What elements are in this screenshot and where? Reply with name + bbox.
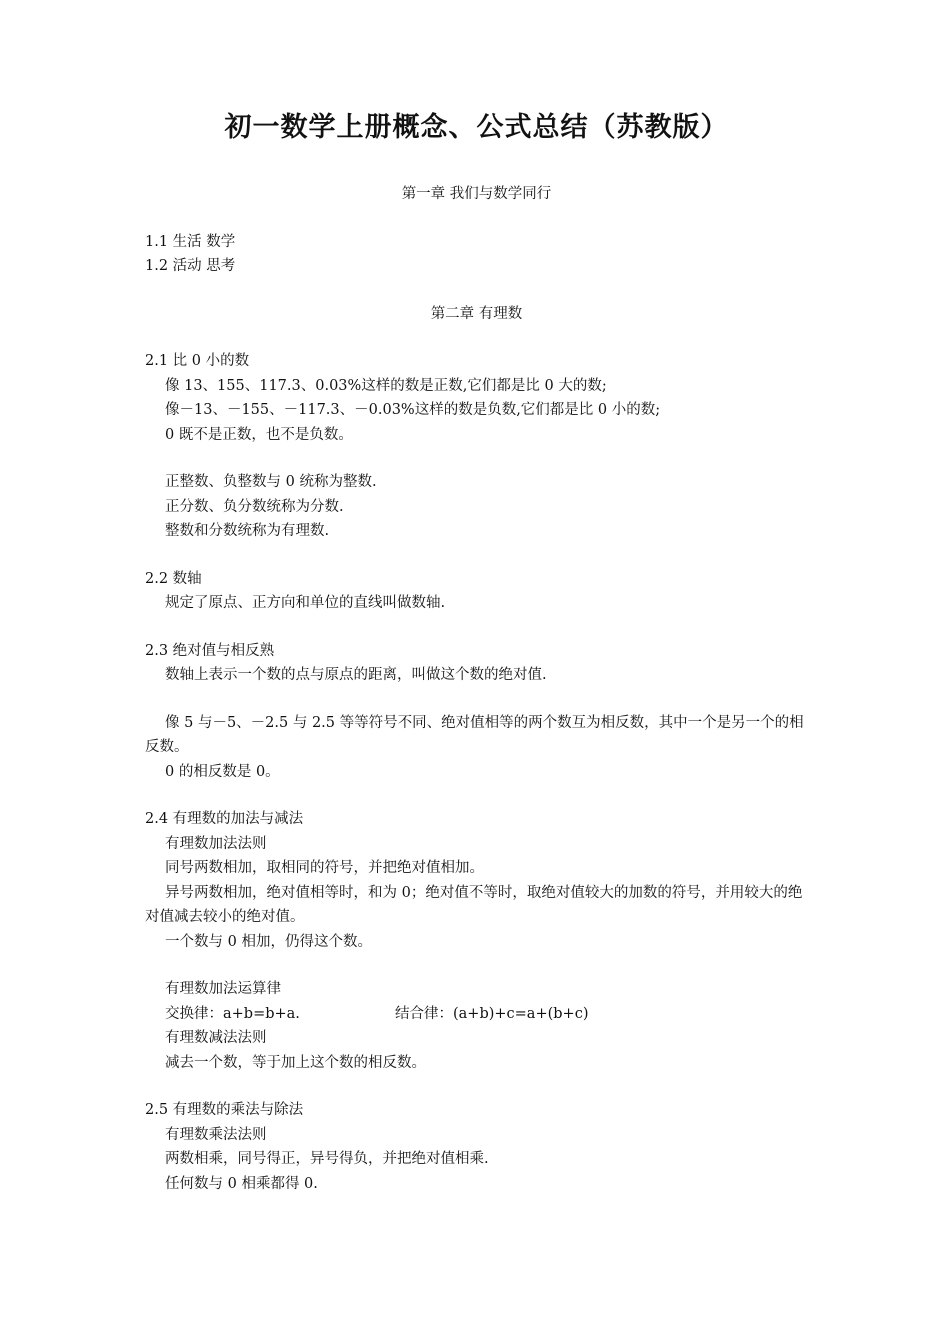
paragraph-line: 正分数、负分数统称为分数. bbox=[165, 498, 344, 515]
paragraph-line: 有理数加法法则 bbox=[165, 835, 267, 852]
paragraph-line: 整数和分数统称为有理数. bbox=[165, 523, 330, 539]
section-2-1-heading: 2.1 比 0 小的数 bbox=[145, 353, 250, 369]
paragraph-line: 两数相乘，同号得正，异号得负，并把绝对值相乘. bbox=[165, 1151, 489, 1167]
spacer bbox=[145, 784, 808, 807]
spacer bbox=[145, 326, 808, 349]
paragraph-line: 规定了原点、正方向和单位的直线叫做数轴. bbox=[165, 595, 446, 611]
paragraph-line: 有理数加法运算律 bbox=[165, 981, 281, 997]
section-2-5-heading: 2.5 有理数的乘法与除法 bbox=[145, 1102, 304, 1118]
spacer bbox=[145, 688, 808, 711]
chapter-1-heading: 第一章 我们与数学同行 bbox=[401, 186, 552, 202]
paragraph-line: 有理数减法法则 bbox=[165, 1030, 267, 1046]
spacer bbox=[145, 544, 808, 567]
section-1-2-heading: 1.2 活动 思考 bbox=[145, 258, 236, 274]
paragraph-line: 0 的相反数是 0。 bbox=[165, 763, 280, 780]
paragraph-line: 同号两数相加，取相同的符号，并把绝对值相加。 bbox=[165, 860, 484, 876]
associative-law: 结合律：(a+b)+c=a+(b+c) bbox=[395, 1005, 589, 1022]
paragraph-line: 数轴上表示一个数的点与原点的距离，叫做这个数的绝对值. bbox=[165, 667, 547, 683]
section-2-2-heading: 2.2 数轴 bbox=[145, 570, 202, 587]
paragraph-line: 0 既不是正数，也不是负数。 bbox=[165, 426, 353, 443]
section-2-3-heading: 2.3 绝对值与相反熟 bbox=[145, 642, 275, 659]
spacer bbox=[145, 447, 808, 470]
paragraph-line: 正整数、负整数与 0 统称为整数. bbox=[165, 474, 377, 490]
paragraph-line: 减去一个数，等于加上这个数的相反数。 bbox=[165, 1054, 426, 1071]
section-1-1-heading: 1.1 生活 数学 bbox=[145, 233, 236, 250]
paragraph-wrapped: 像 5 与－5、－2.5 与 2.5 等等符号不同、绝对值相等的两个数互为相反数，其中一个是另一个的相反数。 bbox=[145, 714, 804, 755]
paragraph-wrapped: 异号两数相加，绝对值相等时，和为 0；绝对值不等时，取绝对值较大的加数的符号，并用较大的绝对值减去较小的绝对值。 bbox=[145, 884, 803, 925]
paragraph-line: 任何数与 0 相乘都得 0. bbox=[165, 1175, 318, 1192]
commutative-law: 交换律：a+b=b+a. bbox=[165, 1005, 300, 1022]
document-title: 初一数学上册概念、公式总结（苏教版） bbox=[224, 112, 729, 143]
spacer bbox=[145, 207, 808, 230]
law-row bbox=[145, 1002, 808, 1027]
chapter-2-heading: 第二章 有理数 bbox=[430, 305, 523, 322]
spacer bbox=[145, 1075, 808, 1098]
paragraph-line: 像－13、－155、－117.3、－0.03%这样的数是负数,它们都是比 0 小的数; bbox=[165, 402, 661, 418]
paragraph-line: 像 13、155、117.3、0.03%这样的数是正数,它们都是比 0 大的数; bbox=[165, 377, 607, 394]
paragraph-line: 有理数乘法法则 bbox=[165, 1126, 267, 1143]
spacer bbox=[145, 616, 808, 639]
paragraph-line: 一个数与 0 相加，仍得这个数。 bbox=[165, 933, 372, 950]
spacer bbox=[145, 954, 808, 977]
section-2-4-heading: 2.4 有理数的加法与减法 bbox=[145, 811, 304, 827]
